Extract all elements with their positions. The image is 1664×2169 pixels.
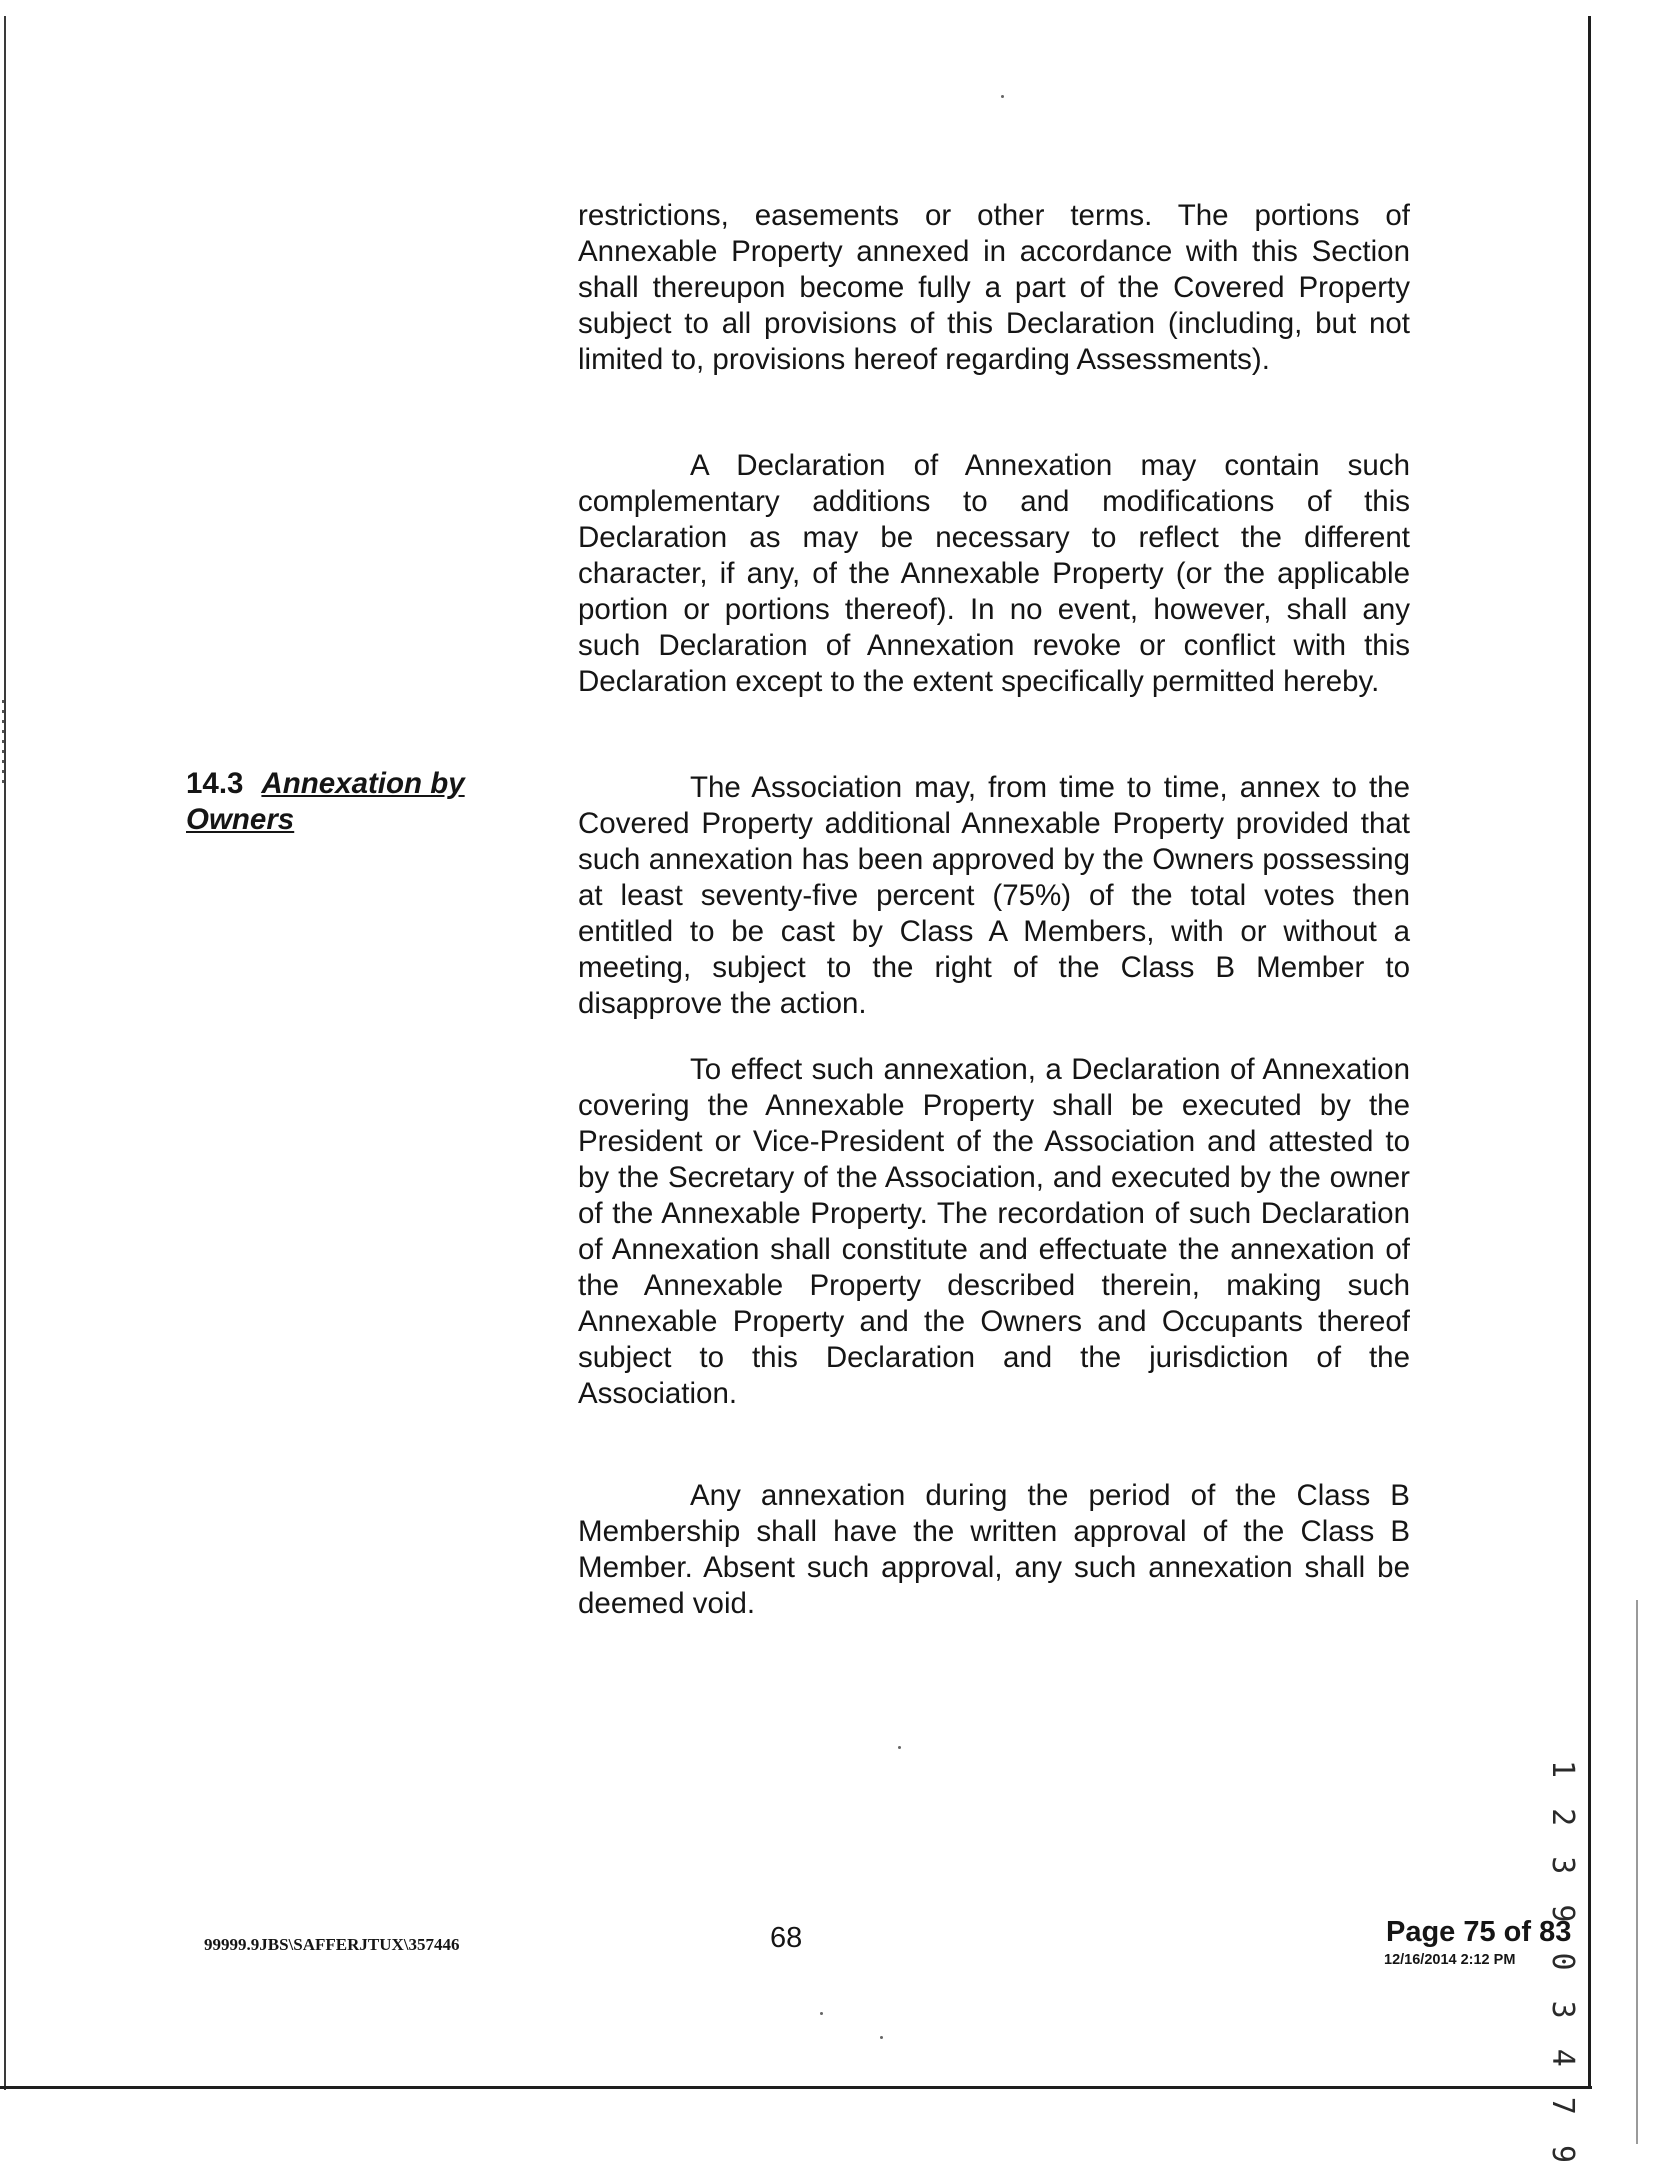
scan-speck [820,2012,823,2015]
scan-speck [1001,95,1004,98]
footer-date-time: 12/16/2014 2:12 PM [1384,1952,1516,1968]
paragraph-class-b-approval [578,1478,1410,1622]
scan-edge-bottom [0,2086,1592,2089]
paragraph-association-annex [578,770,1410,1022]
paragraph-continuation [578,198,1410,378]
scan-edge-marks [2,700,4,790]
scan-edge-far-right [1636,1600,1638,2144]
footer-document-id: 99999.9JBS\SAFFERJTUX\357446 [204,1935,460,1954]
paragraph-text: To effect such annexation, a Declaration of Annexation covering the Annexable Property shall be executed by the President or Vice-President of the Association and attested to by the Secretary of the Association, and executed by the owner of the Annexable Property. The recordation of such Declaration of Annexation shall constitute and effectuate the annexation of the Annexable Property described therein, making such Annexable Property and the Owners and Occupants thereof subject to this Declaration and the jurisdiction of the Association. [578,1053,1410,1410]
paragraph-annexation-declaration [578,448,1410,700]
recording-stamp: 1 2 3 9 0 3 4 7 9 [1545,1760,1580,2169]
footer-page-of: Page 75 of 83 [1386,1916,1572,1948]
paragraph-text: The Association may, from time to time, annex to the Covered Property additional Annexable Property provided that such annexation has been approved by the Owners possessing at least seventy-five percent (75%) of the total votes then entitled to be cast by Class A Members, with or without a meeting, subject to the right of the Class B Member to disapprove the action. [578,771,1410,1020]
scan-speck [880,2036,883,2039]
paragraph-text: restrictions, easements or other terms. The portions of Annexable Property annexed in accordance with this Section shall thereupon become fully a part of the Covered Property subject to all provisions of this Declaration (including, but not limited to, provisions hereof regarding Assessments). [578,199,1410,376]
section-title-line1: Annexation by [261,767,465,800]
scan-edge-right [1588,16,1591,2086]
scan-edge-left [4,16,6,2090]
section-heading [186,766,526,838]
scan-speck [898,1746,901,1749]
section-number: 14.3 [186,767,244,800]
footer-page-number: 68 [770,1922,803,1954]
paragraph-text: A Declaration of Annexation may contain such complementary additions to and modifications of this Declaration as may be necessary to reflect the different character, if any, of the Annexable Property (or the applicable portion or portions thereof). In no event, however, shall any such Declaration of Annexation revoke or conflict with this Declaration except to the extent specifically permitted hereby. [578,449,1410,698]
paragraph-text: Any annexation during the period of the Class B Membership shall have the written approval of the Class B Member. Absent such approval, any such annexation shall be deemed void. [578,1479,1410,1620]
section-title-line2: Owners [186,803,295,836]
paragraph-effect-annexation [578,1052,1410,1412]
